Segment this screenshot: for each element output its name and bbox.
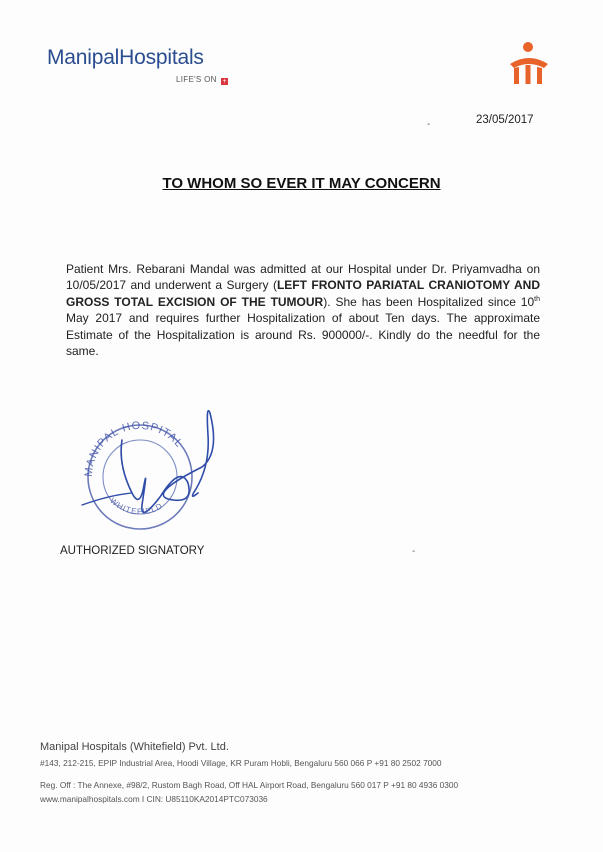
letter-title: TO WHOM SO EVER IT MAY CONCERN: [162, 175, 441, 192]
hospital-seal-icon: [83, 420, 192, 529]
seal-and-signature: [70, 405, 230, 540]
authorized-signatory-label: AUTHORIZED SIGNATORY: [60, 545, 205, 557]
letter-date: 23/05/2017: [476, 114, 534, 126]
manipal-emblem-icon: [508, 40, 550, 92]
mark-dash: -: [427, 119, 431, 130]
body-part-1: Patient Mrs. Rebarani Mandal was admitted at our Hospital under Dr. Priyamvadha on 10/05/2017 and underwent a Surgery (: [66, 262, 540, 293]
tagline: [176, 75, 228, 85]
letter-body: [66, 261, 540, 359]
footer-company: Manipal Hospitals (Whitefield) Pvt. Ltd.: [40, 741, 229, 753]
body-part-2: ). She has been Hospitalized since 10: [323, 294, 535, 309]
body-part-3: May 2017 and requires further Hospitalization of about Ten days. The approximate Estimate of the Hospitalization is around Rs. 900000/-. Kindly do the needful for the same.: [66, 311, 540, 359]
tagline-text: LIFE'S ON: [176, 75, 217, 84]
footer-web-cin: www.manipalhospitals.com I CIN: U85110KA2014PTC073036: [40, 794, 268, 804]
surgery-name: LEFT FRONTO PARIATAL CRANIOTOMY AND GROSS TOTAL EXCISION OF THE TUMOUR: [66, 278, 540, 309]
footer-registered-office: Reg. Off : The Annexe, #98/2, Rustom Bagh Road, Off HAL Airport Road, Bengaluru 560 017 P +91 80 4936 0300: [40, 780, 459, 790]
seal-top-text: MANIPAL HOSPITAL: [82, 419, 186, 478]
mark-dash-2: -: [412, 546, 416, 557]
svg-text:MANIPAL HOSPITAL: [83, 420, 186, 478]
footer-address: #143, 212-215, EPIP Industrial Area, Hoodi Village, KR Puram Hobli, Bengaluru 560 066 P +91 80 2502 7000: [40, 758, 442, 768]
manipal-logo-text: ManipalHospitals: [47, 46, 204, 69]
plus-icon: +: [222, 78, 227, 85]
ordinal-suffix: th: [534, 295, 540, 303]
seal-bottom-text: WHITEFIELD: [108, 496, 165, 517]
